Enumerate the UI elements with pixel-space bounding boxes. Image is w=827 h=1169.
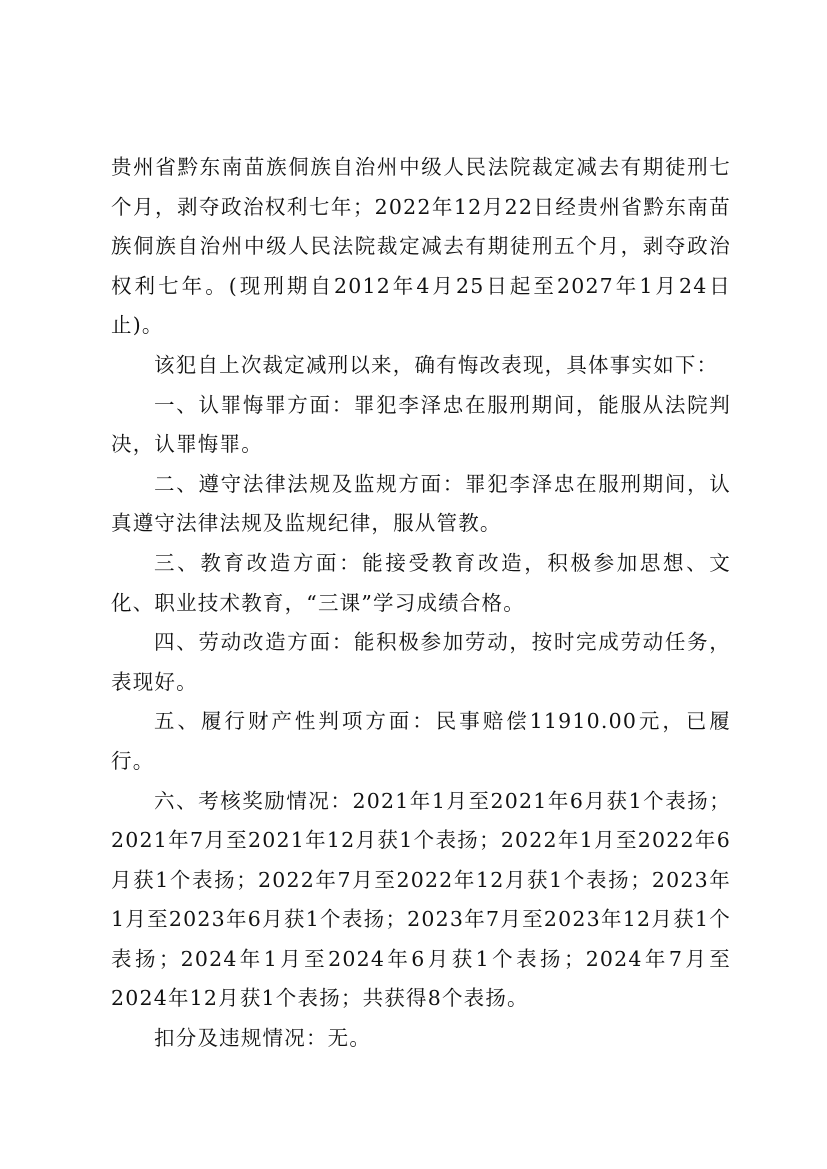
paragraph-violations: 扣分及违规情况：无。	[154, 1026, 372, 1051]
paragraph-rewards: 六、考核奖励情况：2021年1月至2021年6月获1个表扬；2021年7月至2021年12月获1个表扬；2022年1月至2022年6月获1个表扬；2022年7月至2022年12月获1个表扬；2023年1月至2023年6月获1个表扬；2023年7月至2023年12月获1个表扬；2024年1月至2024年6月获1个表扬；2024年7月至2024年12月获1个表扬；共获得8个表扬。	[111, 788, 731, 1011]
paragraph-sentence-history: 贵州省黔东南苗族侗族自治州中级人民法院裁定减去有期徒刑七个月，剥夺政治权利七年；2022年12月22日经贵州省黔东南苗族侗族自治州中级人民法院裁定减去有期徒刑五个月，剥夺政治权利七年。(现刑期自2012年4月25日起至2027年1月24日止)。	[111, 155, 731, 338]
document-body	[111, 148, 731, 1059]
paragraph-law-compliance: 二、遵守法律法规及监规方面：罪犯李泽忠在服刑期间，认真遵守法律法规及监规纪律，服从管教。	[111, 471, 731, 536]
paragraph-repentance-intro: 该犯自上次裁定减刑以来，确有悔改表现，具体事实如下：	[154, 352, 719, 377]
paragraph-labor: 四、劳动改造方面：能积极参加劳动，按时完成劳动任务，表现好。	[111, 630, 731, 694]
paragraph-property-judgment: 五、履行财产性判项方面：民事赔偿11910.00元，已履行。	[111, 709, 731, 773]
paragraph-education: 三、教育改造方面：能接受教育改造，积极参加思想、文化、职业技术教育，“三课”学习成绩合格。	[111, 550, 731, 615]
paragraph-guilt-admission: 一、认罪悔罪方面：罪犯李泽忠在服刑期间，能服从法院判决，认罪悔罪。	[111, 392, 731, 457]
